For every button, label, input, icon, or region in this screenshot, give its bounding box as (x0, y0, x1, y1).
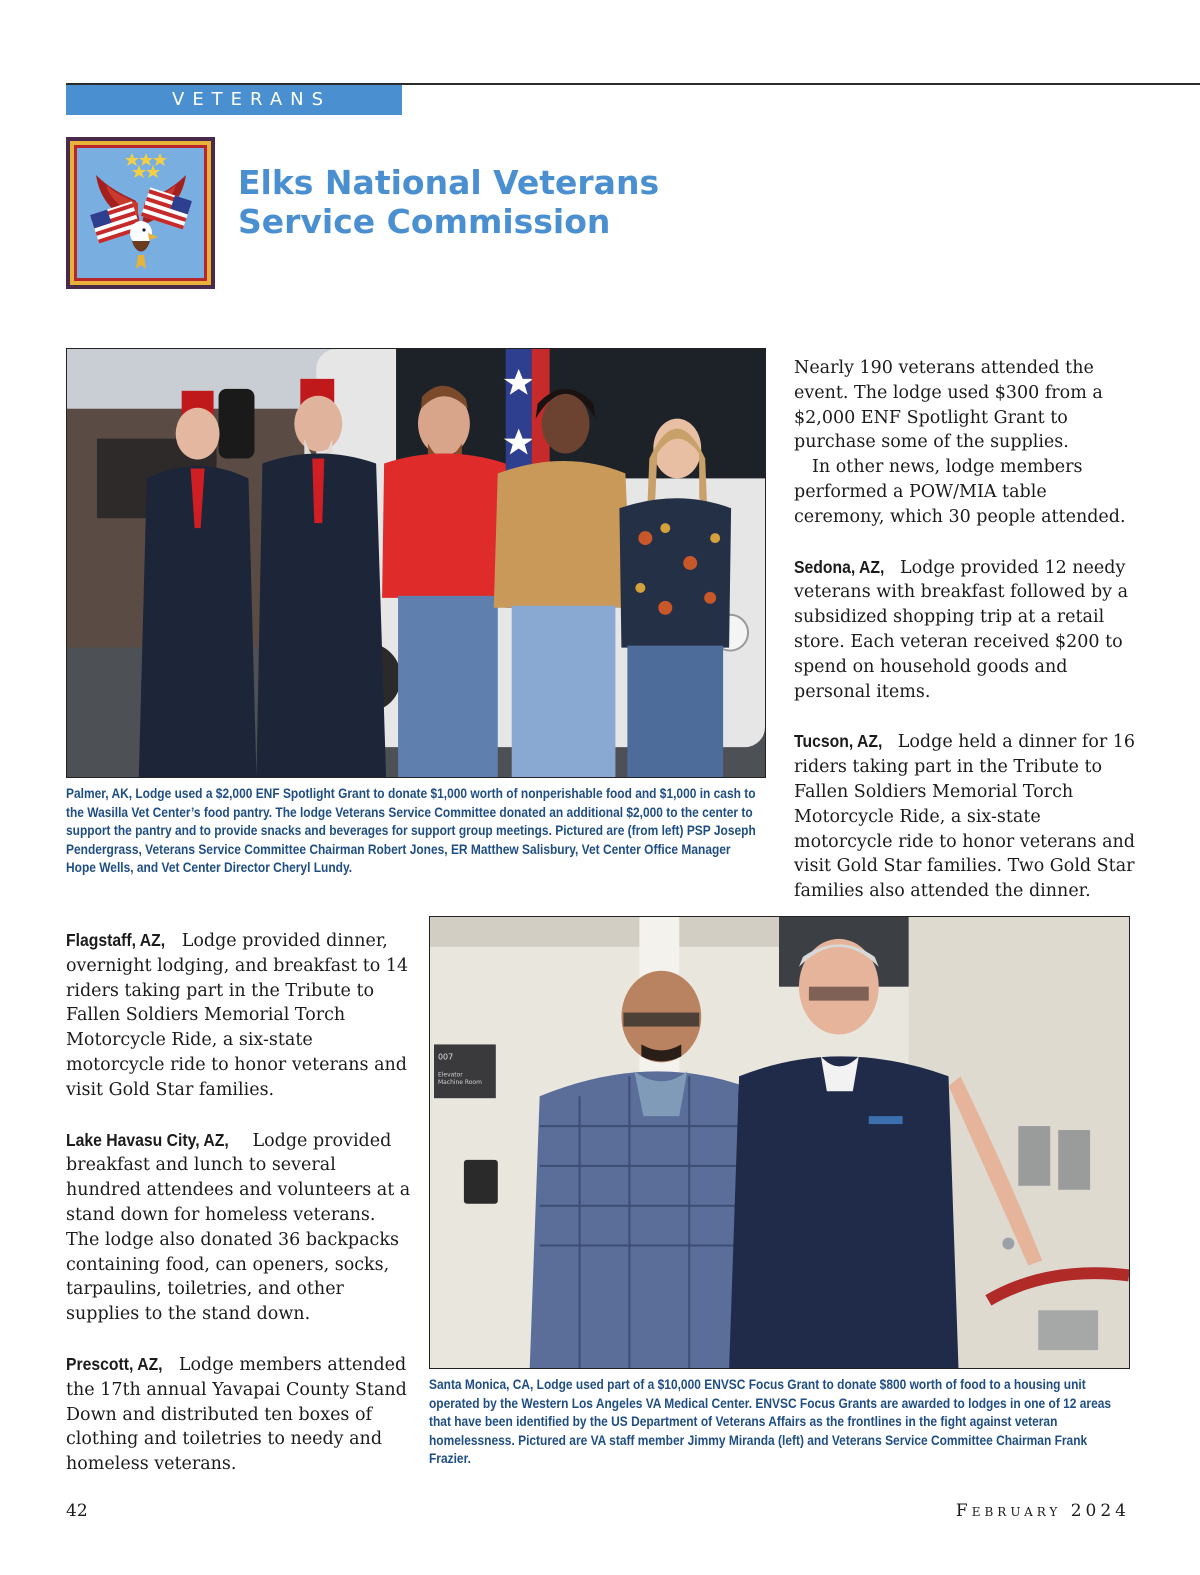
palmer-caption: Palmer, AK, Lodge used a $2,000 ENF Spotlight Grant to donate $1,000 worth of nonperishable food and $1,000 in cash to the Wasilla Vet Center’s food pantry. The lodge Veterans Service Committee donated an additional $2,000 to the center to support the pantry and to provide snacks and beverages for support group meetings. Pictured are (from left) PSP Joseph Pendergrass, Veterans Service Committee Chairman Robert Jones, ER Matthew Salisbury, Vet Center Office Manager Hope Wells, and Vet Center Director Cheryl Lundy. (66, 786, 756, 876)
sedona-text: Lodge provided 12 needy veterans with breakfast followed by a subsidized shopping trip at a retail store. Each veteran received $200 to spend on household goods and personal items. (794, 557, 1129, 702)
santa-monica-caption-lead: Santa Monica, CA, (429, 1377, 534, 1392)
issue-date-text: February 2024 (955, 1501, 1130, 1521)
sign-line-1: Elevator (437, 1071, 463, 1079)
title-line-2: Service Commission (238, 202, 611, 241)
tucson-paragraph (794, 729, 1139, 904)
tucson-text: Lodge held a dinner for 16 riders taking part in the Tribute to Fallen Soldiers Memorial Torch Motorcycle Ride, a six-state motorcycle ride to honor veterans and visit Gold Star families. Two Gold Star families also attended the dinner. (794, 732, 1136, 902)
right-column (794, 356, 1139, 929)
lake-havasu-lead: Lake Havasu City, AZ, (66, 1129, 229, 1150)
sedona-paragraph (794, 555, 1139, 705)
santa-monica-caption-text: Lodge used part of a $10,000 ENVSC Focus Grant to donate $800 worth of food to a housing unit operated by the Western Los Angeles VA Medical Center. ENVSC Focus Grants are awarded to lodges in one of 12 areas that have been identified by the US Department of Veterans Affairs as the frontlines in the fight against veteran homelessness. Pictured are VA staff member Jimmy Miranda (left) and Veterans Service Committee Chairman Frank Frazier. (429, 1377, 1112, 1467)
tucson-lead: Tucson, AZ, (794, 731, 883, 752)
page-title (238, 163, 659, 241)
left-column (66, 928, 411, 1502)
santa-monica-caption (429, 1376, 1130, 1469)
prescott-lead: Prescott, AZ, (66, 1353, 163, 1374)
palmer-group-photo (66, 348, 766, 778)
santa-monica-photo (429, 916, 1130, 1369)
prescott-text: Lodge members attended the 17th annual Yavapai County Stand Down and distributed ten boxes of clothing and toiletries to needy and homeless veterans. (66, 1354, 407, 1475)
sedona-lead: Sedona, AZ, (794, 556, 885, 577)
page-number: 42 (66, 1501, 88, 1521)
pow-mia-paragraph: In other news, lodge members performed a POW/MIA table ceremony, which 30 people attended. (794, 457, 1126, 527)
sign-line-2: Machine Room (437, 1079, 482, 1087)
sign-number: 007 (437, 1052, 454, 1062)
title-line-1: Elks National Veterans (238, 163, 660, 202)
palmer-continued-paragraph: Nearly 190 veterans attended the event. The lodge used $300 from a $2,000 ENF Spotlight Grant to purchase some of the supplies. (794, 358, 1103, 453)
lake-havasu-paragraph (66, 1128, 411, 1327)
lake-havasu-text: Lodge provided breakfast and lunch to several hundred attendees and volunteers at a stand down for homeless veterans. The lodge also donated 36 backpacks containing food, can openers, socks, tarpaulins, toiletries, and other supplies to the stand down. (66, 1130, 411, 1325)
flagstaff-text: Lodge provided dinner, overnight lodging, and breakfast to 14 riders taking part in the Tribute to Fallen Soldiers Memorial Torch Motorcycle Ride, a six-state motorcycle ride to honor veterans and visit Gold Star families. (66, 931, 409, 1100)
envsc-emblem (66, 137, 215, 289)
issue-date (956, 1501, 1130, 1521)
prescott-paragraph (66, 1352, 411, 1477)
flagstaff-paragraph (66, 928, 411, 1103)
section-tag: VETERANS (66, 85, 402, 115)
flagstaff-lead: Flagstaff, AZ, (66, 930, 166, 950)
